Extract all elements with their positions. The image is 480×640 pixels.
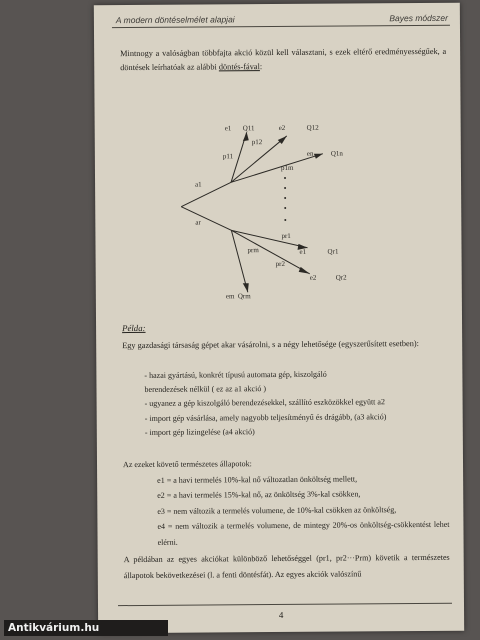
- ellipsis-dot: [284, 187, 286, 189]
- closing-paragraph: A példában az egyes akciókat különböző lehetőséggel (pr1, pr2···Prm) követik a természetes állapotok bekövetkezései (l. a fenti döntésfát). Az egyes akciók valószínű: [123, 552, 450, 580]
- label-pr2: pr2: [275, 259, 285, 269]
- list-item: - import gép lizingelése (a4 akció): [145, 424, 449, 440]
- label-e1-bottom: e1: [299, 247, 307, 256]
- states-list: [157, 471, 450, 550]
- label-Qr2: Qr2: [335, 273, 347, 282]
- state-e3: e3 = nem változik a termelés volumene, de 10%-kal csökken az önköltség,: [157, 504, 397, 516]
- label-e2-bottom: e2: [309, 273, 317, 282]
- arrowhead: [243, 132, 249, 141]
- label-e1-top: e1: [224, 124, 232, 133]
- label-pr1: pr1: [281, 231, 291, 240]
- ellipsis-dot: [284, 197, 286, 199]
- branch-a1: [181, 182, 231, 206]
- label-Qr1: Qr1: [327, 247, 339, 256]
- example-heading: Példa:: [122, 322, 146, 334]
- list-item: - import gép vásárlása, amely nagyobb teljesítményű és drágább, (a3 akció): [145, 409, 449, 425]
- edge-p1m: [231, 154, 323, 183]
- footer-rule: [118, 603, 452, 606]
- page-number: 4: [278, 609, 284, 621]
- label-Q11: Q11: [242, 124, 255, 133]
- label-Q12: Q12: [306, 123, 319, 132]
- decision-tree-diagram: [135, 107, 376, 305]
- header-section: Bayes módszer: [389, 12, 448, 24]
- label-a1: a1: [195, 180, 202, 189]
- list-item: berendezések nélkül ( ez az a1 akció ): [144, 384, 267, 395]
- edge-pr2: [231, 230, 309, 275]
- book-page: [94, 3, 464, 634]
- states-intro: Az ezeket követő természetes állapotok:: [122, 459, 252, 470]
- intro-text: Mintnogy a valóságban többfajta akció közül kell választani, s ezek eltérő eredményességűek, a döntések leírhatóak az alábbi: [120, 46, 447, 73]
- edge-pr1: [231, 230, 307, 249]
- watermark-logo: Antikvárium.hu: [4, 620, 168, 636]
- arrowhead: [314, 154, 323, 159]
- ellipsis-dot: [284, 219, 286, 221]
- label-ar: ar: [195, 218, 201, 227]
- header-title: A modern döntéselmélet alapjai: [115, 14, 235, 26]
- label-en-top: en: [306, 149, 314, 158]
- intro-paragraph: [120, 45, 446, 75]
- arrowhead: [243, 283, 249, 292]
- example-intro: Egy gazdasági társaság gépet akar vásárolni, s a négy lehetősége (egyszerűsített esetben):: [122, 339, 419, 351]
- arrowhead: [299, 267, 310, 274]
- list-item: - ugyanez a gép kiszolgáló berendezésekkel, szállító eszközökkel együtt a2: [145, 395, 449, 411]
- label-em: em: [225, 292, 235, 301]
- label-p1m: p1m: [280, 163, 294, 172]
- running-header: [116, 13, 448, 25]
- header-rule: [112, 25, 450, 28]
- label-Q1n: Q1n: [330, 149, 343, 158]
- label-e2-top: e2: [278, 123, 286, 132]
- branch-ar: [181, 206, 231, 230]
- options-list: [144, 367, 448, 440]
- state-e1: e1 = a havi termelés 10%-kal nő változatlan önköltség mellett,: [157, 474, 358, 485]
- label-prm: prm: [247, 246, 259, 255]
- edge-prm: [231, 230, 247, 292]
- ellipsis-dot: [284, 207, 286, 209]
- state-e4: e4 = nem változik a termelés volumene, de mintegy 20%-os önköltség-csökkentést lehet elérni.: [157, 520, 450, 547]
- decision-tree-term: döntés-fával: [218, 62, 260, 72]
- label-Qrm: Qrm: [237, 292, 251, 301]
- intro-colon: :: [259, 62, 263, 72]
- ellipsis-dot: [284, 177, 286, 179]
- label-p12: p12: [251, 138, 263, 147]
- list-item: - hazai gyártású, konkrét típusú automata gép, kiszolgáló: [144, 367, 448, 383]
- label-p11: p11: [222, 152, 234, 161]
- state-e2: e2 = a havi termelés 15%-kal nő, az önköltség 3%-kal csökken,: [157, 489, 361, 501]
